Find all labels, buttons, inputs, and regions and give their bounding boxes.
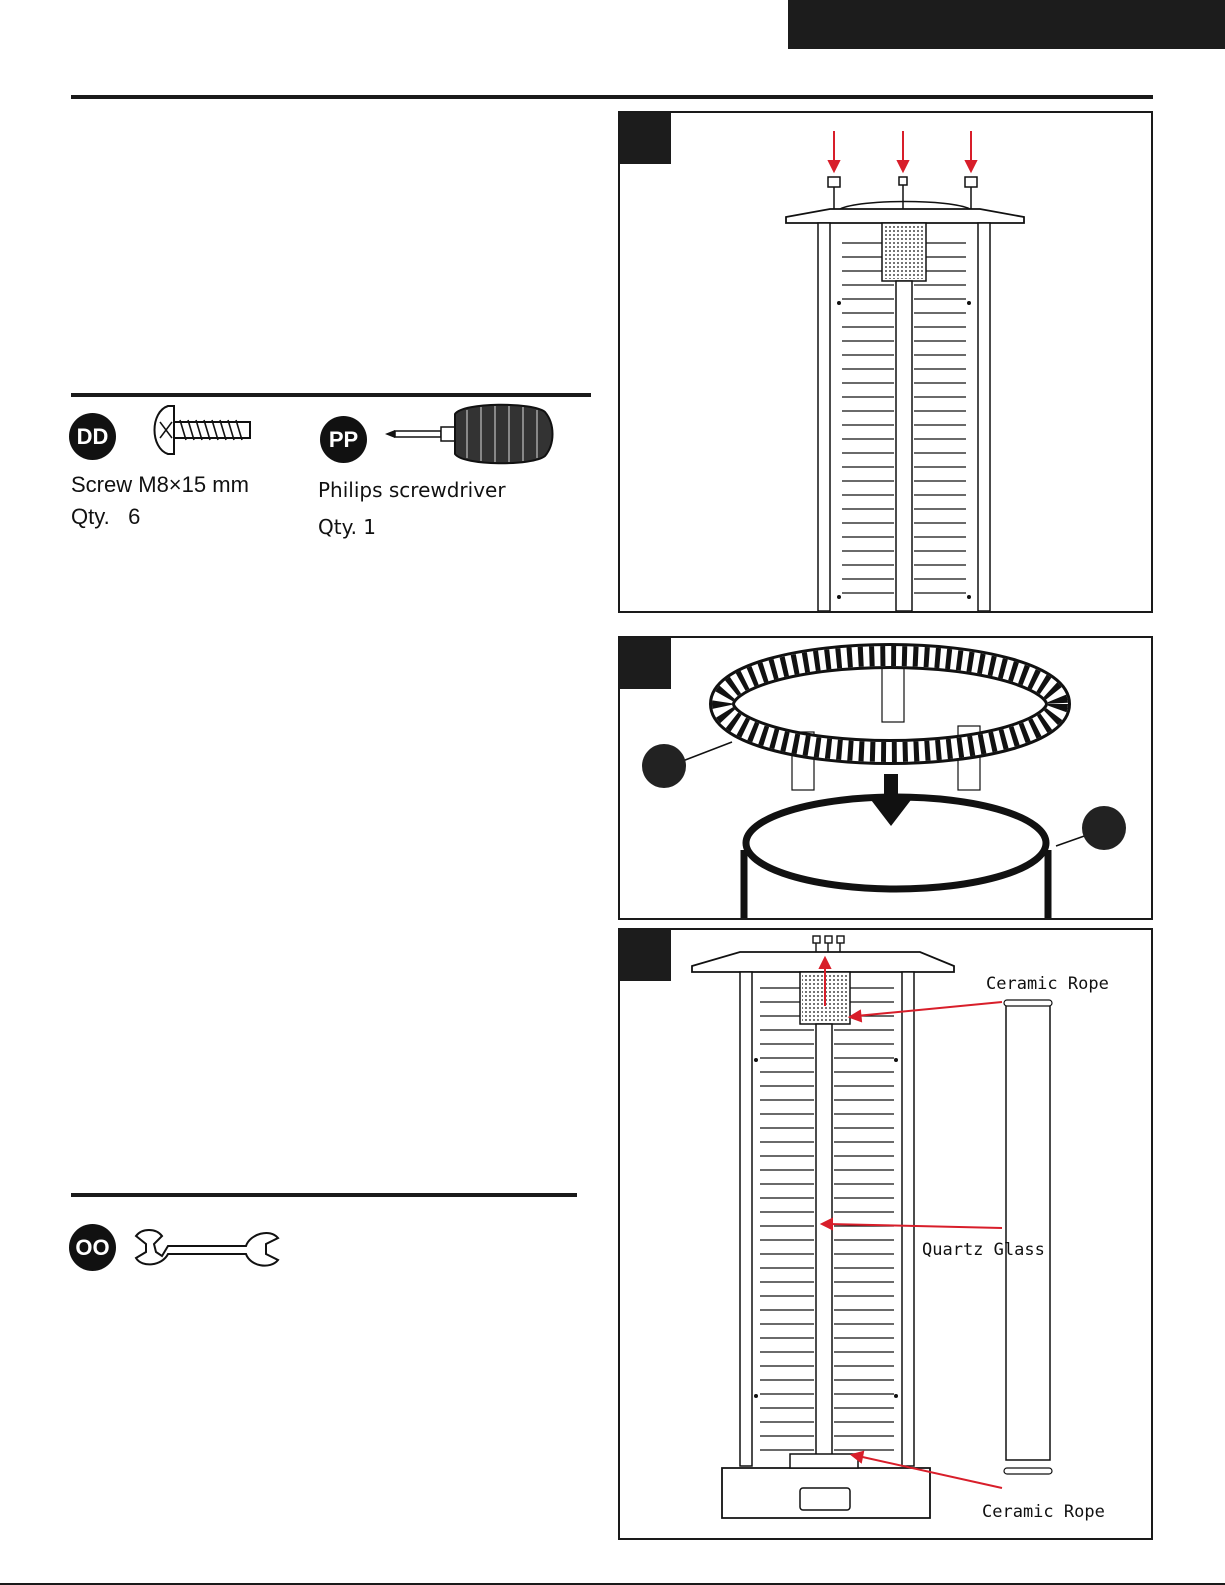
step-number-tab	[620, 113, 671, 164]
screw-label	[71, 472, 249, 498]
heater-top-diagram	[620, 113, 1151, 611]
screwdriver-name: Philips screwdriver	[318, 478, 506, 502]
part-code: OO	[75, 1234, 110, 1260]
step-panel-2	[618, 636, 1153, 920]
screw-size: M8×15 mm	[138, 472, 249, 497]
part-badge-oo	[69, 1224, 116, 1271]
wrench-icon	[132, 1226, 282, 1272]
rope-install-diagram	[620, 638, 1151, 918]
screw-qty-value: 6	[128, 504, 141, 529]
parts-divider-1	[71, 393, 591, 397]
header-bar	[788, 0, 1225, 49]
screw-qty	[71, 504, 140, 530]
step-number-tab	[620, 638, 671, 689]
step-panel-3	[618, 928, 1153, 1540]
heater-glass-diagram	[620, 930, 1151, 1538]
parts-divider-2	[71, 1193, 577, 1197]
part-badge-pp	[320, 416, 367, 463]
screwdriver-qty: Qty. 1	[318, 515, 377, 539]
part-code: PP	[328, 426, 359, 452]
part-code: DD	[76, 423, 109, 449]
screw-qty-label: Qty.	[71, 504, 110, 529]
ceramic-rope-top-label: Ceramic Rope	[986, 974, 1109, 994]
screw-name: Screw	[71, 472, 133, 497]
part-badge-dd	[69, 413, 116, 460]
top-divider	[71, 95, 1153, 99]
step-panel-1	[618, 111, 1153, 613]
ceramic-rope-bottom-label: Ceramic Rope	[982, 1502, 1105, 1522]
screwdriver-icon	[383, 400, 559, 468]
screw-icon	[148, 402, 256, 458]
quartz-glass-label: Quartz Glass	[922, 1240, 1045, 1260]
